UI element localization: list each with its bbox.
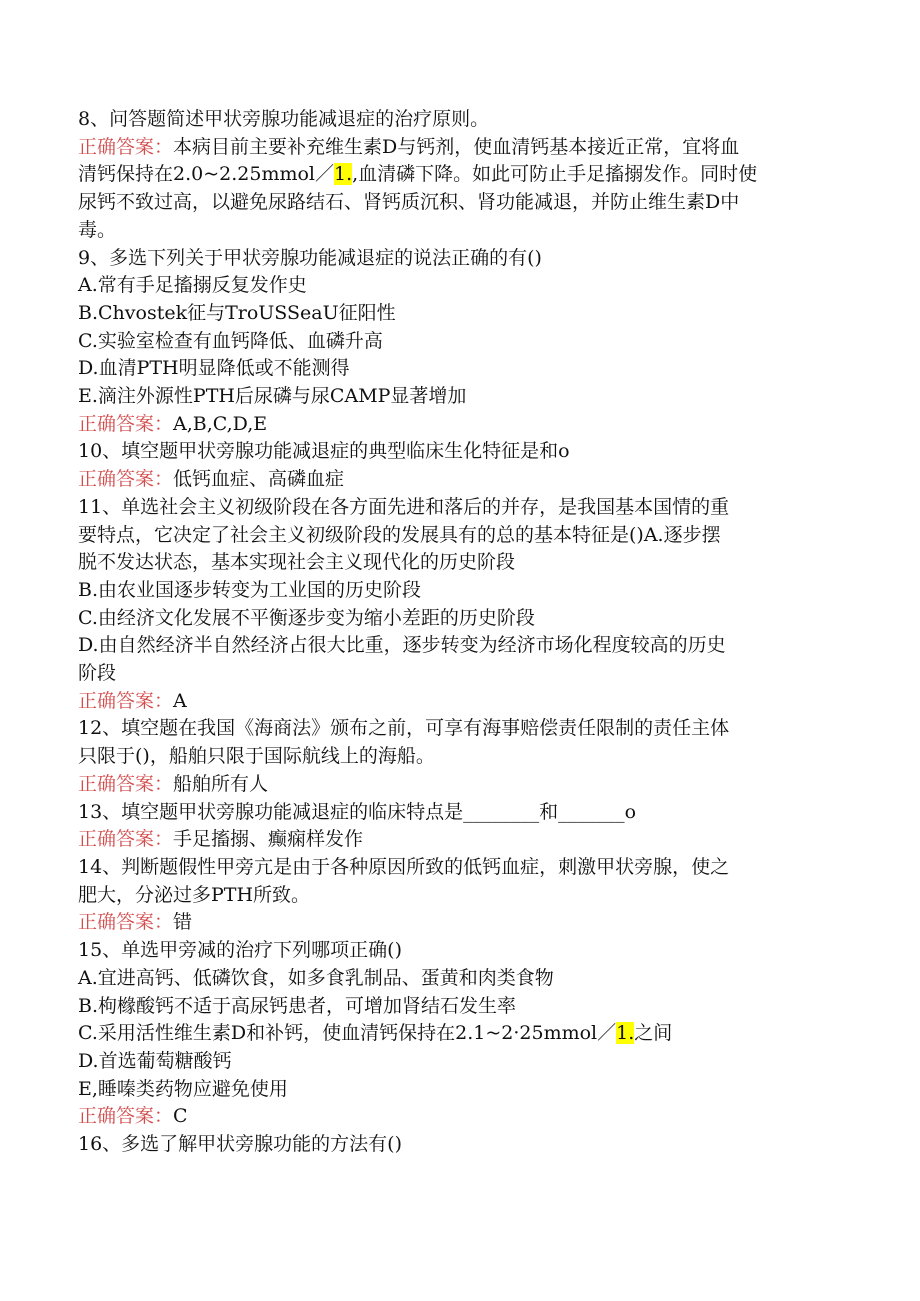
question-11-title-line-3: 脱不发达状态，基本实现社会主义现代化的历史阶段 (78, 551, 516, 574)
question-14-title-line-2: 肥大，分泌过多PTH所致。 (78, 883, 311, 906)
answer-label: 正确答案： (78, 689, 174, 712)
question-10-title: 10、填空题甲状旁腺功能减退症的典型临床生化特征是和o (78, 440, 570, 463)
answer-label: 正确答案： (78, 1105, 174, 1128)
question-list (78, 106, 838, 1159)
question-11-option-b: B.由农业国逐步转变为工业国的历史阶段 (78, 578, 422, 601)
question-14-answer (78, 909, 838, 937)
question-15-option-c (78, 1020, 838, 1048)
question-8-answer-line-1 (78, 134, 838, 162)
question-9-option-c: C.实验室检查有血钙降低、血磷升高 (78, 329, 383, 352)
question-11-title-line-2: 要特点，它决定了社会主义初级阶段的发展具有的总的基本特征是()A.逐步摆 (78, 523, 721, 546)
question-12-title-line-2: 只限于()，船舶只限于国际航线上的海船。 (78, 745, 435, 768)
question-15-option-d: D.首选葡萄糖酸钙 (78, 1049, 232, 1072)
question-13-answer (78, 826, 838, 854)
question-9-answer (78, 411, 838, 439)
highlighted-text: 1. (334, 163, 353, 186)
answer-text: 船舶所有人 (173, 772, 269, 795)
question-11-option-d-line-1: D.由自然经济半自然经济占很大比重，逐步转变为经济市场化程度较高的历史 (78, 634, 726, 657)
question-15-option-a: A.宜进高钙、低磷饮食，如多食乳制品、蛋黄和肉类食物 (78, 966, 554, 989)
question-12-answer (78, 771, 838, 799)
question-13-title: 13、填空题甲状旁腺功能减退症的临床特点是________和_______o (78, 800, 637, 823)
option-text: C.采用活性维生素D和补钙，使血清钙保持在2.1~2·25mmol／ (78, 1022, 617, 1045)
question-11-title-line-1: 11、单选社会主义初级阶段在各方面先进和落后的并存，是我国基本国情的重 (78, 495, 730, 518)
question-8-answer-line-4: 毒。 (78, 218, 117, 241)
answer-label: 正确答案： (78, 828, 174, 851)
question-11-answer (78, 688, 838, 716)
question-11-option-d-line-2: 阶段 (78, 662, 117, 685)
answer-label: 正确答案： (78, 468, 174, 491)
answer-text: 手足搐搦、癫痫样发作 (173, 828, 364, 851)
question-9-option-b: B.Chvostek征与TroUSSeaU征阳性 (78, 301, 396, 324)
question-8-answer-line-3: 尿钙不致过高，以避免尿路结石、肾钙质沉积、肾功能减退，并防止维生素D中 (78, 191, 740, 214)
question-15-title: 15、单选甲旁减的治疗下列哪项正确() (78, 939, 403, 962)
option-text: 之间 (634, 1022, 673, 1045)
question-10-answer (78, 466, 838, 494)
question-8-title: 8、问答题简述甲状旁腺功能减退症的治疗原则。 (78, 108, 490, 130)
answer-text: A (173, 689, 187, 712)
question-15-option-b: B.枸橼酸钙不适于高尿钙患者，可增加肾结石发生率 (78, 994, 517, 1017)
question-12-title-line-1: 12、填空题在我国《海商法》颁布之前，可享有海事赔偿责任限制的责任主体 (78, 717, 730, 740)
answer-text: A,B,C,D,E (173, 412, 268, 435)
question-9-option-d: D.血清PTH明显降低或不能测得 (78, 357, 350, 380)
question-16-title: 16、多选了解甲状旁腺功能的方法有() (78, 1133, 403, 1156)
answer-label: 正确答案： (78, 911, 174, 934)
question-14-title-line-1: 14、判断题假性甲旁亢是由于各种原因所致的低钙血症，刺激甲状旁腺，使之 (78, 855, 730, 878)
answer-text: 本病目前主要补充维生素D与钙剂，使血清钙基本接近正常，宜将血 (173, 135, 740, 158)
answer-text: 错 (173, 911, 193, 934)
highlighted-text: 1. (616, 1022, 635, 1045)
answer-text: 低钙血症、高磷血症 (173, 468, 345, 491)
question-9-option-e: E.滴注外源性PTH后尿磷与尿CAMP显著增加 (78, 385, 467, 408)
answer-label: 正确答案： (78, 412, 174, 435)
question-11-option-c: C.由经济文化发展不平衡逐步变为缩小差距的历史阶段 (78, 606, 535, 629)
answer-label: 正确答案： (78, 135, 174, 158)
question-9-option-a: A.常有手足搐搦反复发作史 (78, 274, 307, 297)
question-9-title: 9、多选下列关于甲状旁腺功能减退症的说法正确的有() (78, 246, 542, 269)
answer-text: ,血清磷下降。如此可防止手足搐搦发作。同时使 (352, 163, 758, 186)
question-15-answer (78, 1103, 838, 1131)
answer-label: 正确答案： (78, 772, 174, 795)
answer-text: C (173, 1105, 188, 1128)
question-8-answer-line-2 (78, 161, 838, 189)
answer-text: 清钙保持在2.0~2.25mmol／ (78, 163, 334, 186)
question-15-option-e: E,睡嗪类药物应避免使用 (78, 1077, 288, 1100)
